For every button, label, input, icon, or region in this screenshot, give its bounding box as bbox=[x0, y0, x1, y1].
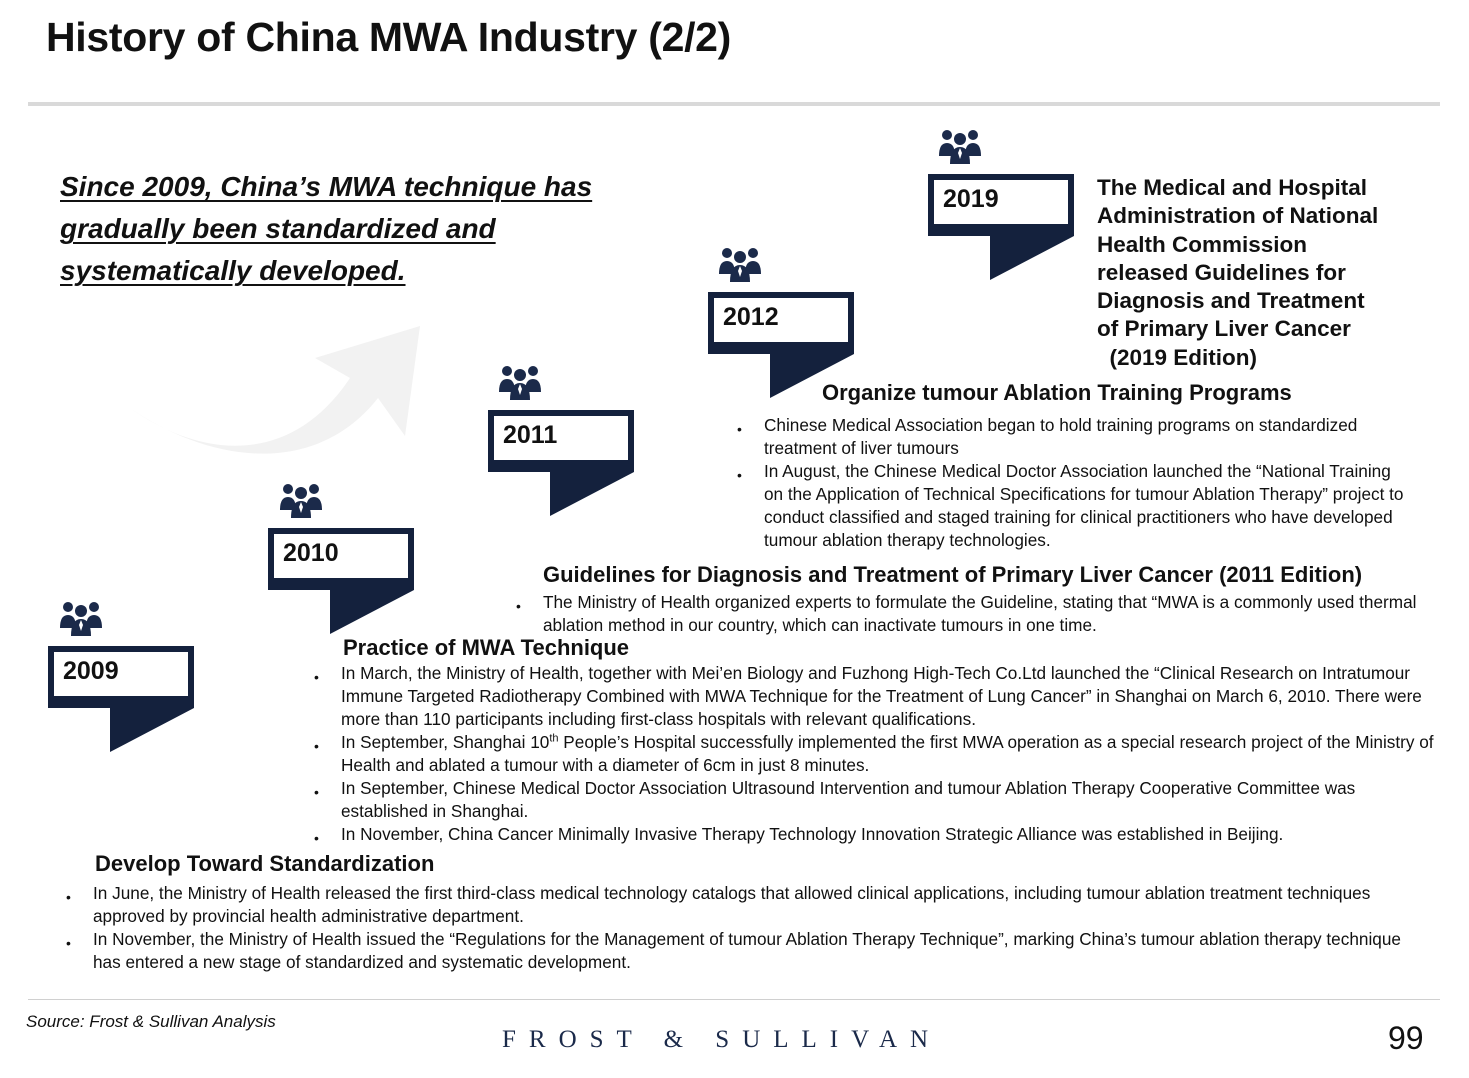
source-note: Source: Frost & Sullivan Analysis bbox=[26, 1012, 276, 1031]
event-2019-line: of Primary Liver Cancer bbox=[1097, 316, 1351, 342]
event-2011-list bbox=[516, 591, 1423, 637]
list-item: • In June, the Ministry of Health released the first third-class medical technology catalogs that allowed clinical applications, including tumour ablation treatment techniques approved by provincial health administrative department. bbox=[66, 883, 1371, 926]
milestone-year: 2019 bbox=[943, 185, 999, 213]
milestone-2009 bbox=[48, 646, 198, 754]
milestone-2010 bbox=[268, 528, 418, 636]
milestone-2019 bbox=[928, 174, 1078, 282]
event-2019-line: Diagnosis and Treatment bbox=[1097, 288, 1365, 314]
list-item: • In March, the Ministry of Health, together with Mei’en Biology and Fuzhong High-Tech Co.Ltd launched the “Clinical Research on Intratumour Immune Targeted Radiotherapy Combined with MWA Technique for the Treatment of Lung Cancer” in Shanghai on March 6, 2010. There were more than 110 participants including first-class hospitals with relevant qualifications. bbox=[314, 663, 1422, 729]
bullet-dot-icon: • bbox=[737, 421, 742, 437]
intro-line: systematically developed. bbox=[60, 255, 406, 286]
page-title: History of China MWA Industry (2/2) bbox=[46, 14, 732, 60]
list-item: • In September, Shanghai 10th People’s Hospital successfully implemented the first MWA operation as a special research project of the Ministry of Health and ablated a tumour with a diameter of 6cm in just 8 minutes. bbox=[314, 732, 1434, 775]
event-2009-list bbox=[66, 882, 1423, 974]
intro-line: gradually been standardized and bbox=[60, 213, 496, 244]
bullet-dot-icon: • bbox=[314, 830, 319, 846]
event-2019-line: Administration of National bbox=[1097, 203, 1379, 229]
intro-line: Since 2009, China’s MWA technique has bbox=[60, 171, 593, 202]
list-item: • In August, the Chinese Medical Doctor Association launched the “National Training on the Application of Technical Specifications for tumour Ablation Therapy” project to conduct classified and staged training for clinical practitioners who have developed tumour ablation therapy technologies. bbox=[737, 461, 1404, 550]
people-group-icon bbox=[497, 362, 543, 402]
list-item: • In November, the Ministry of Health issued the “Regulations for the Management of tumour Ablation Therapy Technique”, marking China’s tumour ablation therapy technique has entered a new stage of standardized and systematic development. bbox=[66, 929, 1401, 972]
list-item: • The Ministry of Health organized experts to formulate the Guideline, stating that “MWA is a commonly used thermal ablation method in our country, which can inactivate tumours in one time. bbox=[516, 592, 1417, 635]
event-2019-line: The Medical and Hospital bbox=[1097, 175, 1368, 200]
milestone-year: 2009 bbox=[63, 657, 119, 685]
milestone-year: 2012 bbox=[723, 303, 779, 331]
event-2012-heading: Organize tumour Ablation Training Programs bbox=[822, 380, 1292, 405]
bullet-dot-icon: • bbox=[314, 738, 319, 754]
bullet-dot-icon: • bbox=[516, 598, 521, 614]
milestone-year: 2011 bbox=[503, 421, 558, 449]
footer-divider bbox=[28, 999, 1440, 1000]
event-2019-line: released Guidelines for bbox=[1097, 259, 1346, 285]
event-2010-heading: Practice of MWA Technique bbox=[343, 635, 630, 660]
people-group-icon bbox=[278, 480, 324, 520]
people-group-icon bbox=[58, 598, 104, 638]
event-2019-line: Health Commission bbox=[1097, 231, 1308, 257]
list-item: • In September, Chinese Medical Doctor Association Ultrasound Intervention and tumour Ablation Therapy Cooperative Committee was established in Shanghai. bbox=[314, 778, 1356, 821]
people-group-icon bbox=[937, 126, 983, 166]
intro-statement bbox=[60, 166, 680, 292]
event-2019-text bbox=[1097, 174, 1378, 372]
brand-logo: FROST & SULLIVAN bbox=[502, 1026, 942, 1053]
event-2011-heading: Guidelines for Diagnosis and Treatment of Primary Liver Cancer (2011 Edition) bbox=[543, 562, 1363, 587]
bullet-dot-icon: • bbox=[66, 889, 71, 905]
milestone-year: 2010 bbox=[283, 539, 339, 567]
event-2019-line: (2019 Edition) bbox=[1097, 344, 1258, 370]
people-group-icon bbox=[717, 244, 763, 284]
title-divider bbox=[28, 102, 1440, 106]
page-number: 99 bbox=[1388, 1020, 1424, 1056]
bullet-dot-icon: • bbox=[314, 784, 319, 800]
milestone-2011 bbox=[488, 410, 638, 518]
bullet-dot-icon: • bbox=[737, 467, 742, 483]
list-item: • Chinese Medical Association began to hold training programs on standardized treatment of liver tumours bbox=[737, 415, 1358, 458]
list-item: • In November, China Cancer Minimally Invasive Therapy Technology Innovation Strategic Alliance was established in Beijing. bbox=[341, 823, 1441, 846]
event-2012-list bbox=[737, 414, 1414, 552]
event-2009-heading: Develop Toward Standardization bbox=[95, 851, 435, 876]
bullet-dot-icon: • bbox=[314, 669, 319, 685]
event-2010-list bbox=[314, 662, 1441, 846]
bullet-dot-icon: • bbox=[66, 935, 71, 951]
background-arrow-icon bbox=[120, 318, 430, 468]
